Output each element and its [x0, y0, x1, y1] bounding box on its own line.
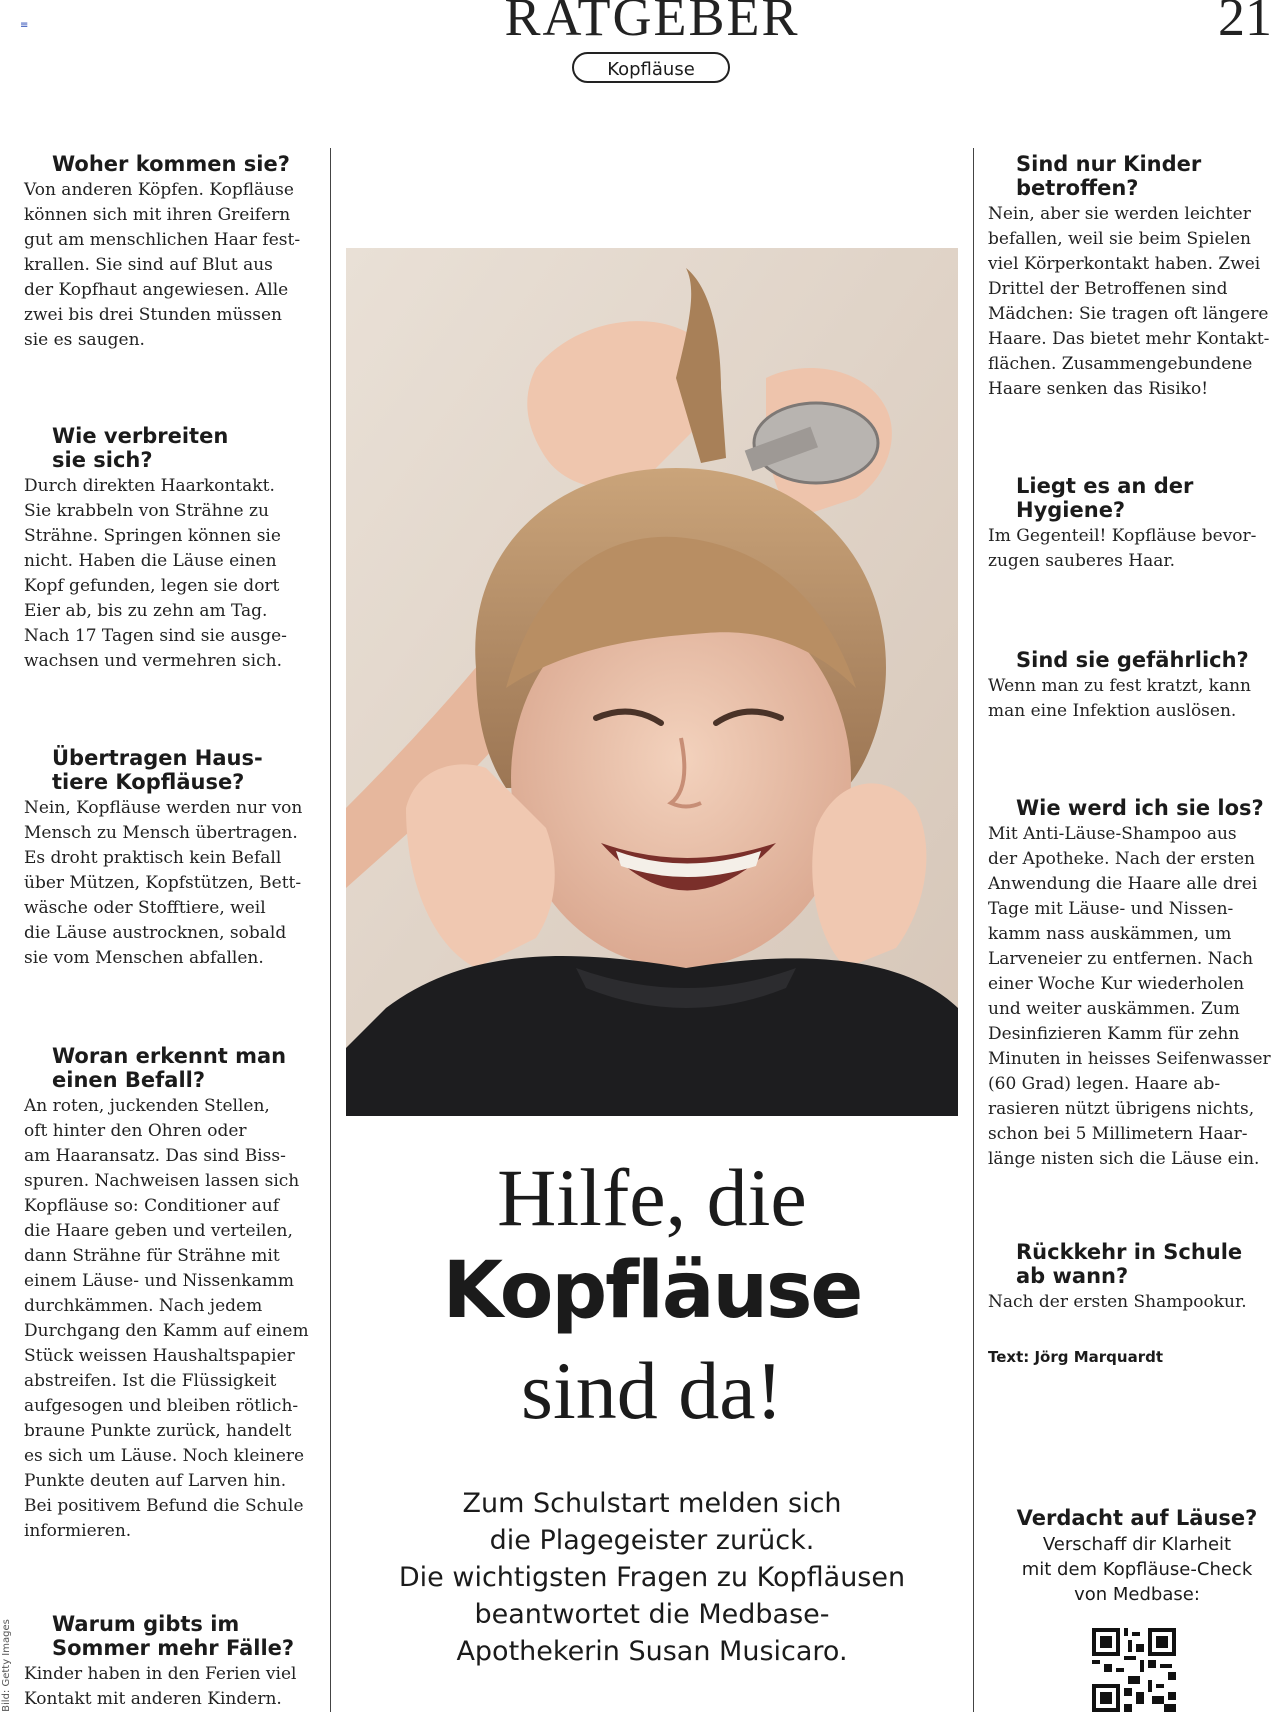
headline-line-1: Hilfe, die: [497, 1152, 807, 1243]
qa-block: [24, 1044, 324, 1544]
qa-block: [24, 746, 324, 971]
question-heading: Woran erkennt man einen Befall?: [52, 1044, 287, 1092]
qa-block: [988, 648, 1276, 724]
infobox: [994, 1504, 1280, 1607]
qa-block: [988, 152, 1276, 402]
question-heading: Warum gibts im Sommer mehr Fälle?: [52, 1612, 295, 1660]
answer-text: Mit Anti-Läuse-Shampoo aus der Apotheke. Nach der ersten Anwendung die Haare alle drei Tage mit Läuse- und Nissen- kamm nass auskämmen, um Larveneier zu entfernen. Nach einer Woche Kur wiederholen und weiter auskämmen. Zum Desinfizieren Kamm für zehn Minuten in heisses Seifenwasser (60 Grad) legen. Haare ab- rasieren nützt übrigens nichts, schon bei 5 Millimetern Haar- länge nisten sich die Läuse ein.: [988, 824, 1271, 1169]
answer-text: Wenn man zu fest kratzt, kann man eine Infektion auslösen.: [988, 676, 1252, 721]
question-heading: Woher kommen sie?: [52, 152, 290, 176]
question-heading: Sind sie gefährlich?: [1016, 648, 1249, 672]
qa-block: [988, 796, 1276, 1172]
column-divider-left: [330, 148, 331, 1712]
question-heading: Rückkehr in Schule ab wann?: [1016, 1240, 1243, 1288]
topic-tag: Kopfläuse: [572, 52, 730, 83]
qa-block: [24, 1612, 324, 1712]
menu-mark: ≡: [20, 20, 29, 31]
headline-line-3: sind da!: [521, 1345, 783, 1436]
qa-block: [988, 474, 1276, 574]
answer-text: Nach der ersten Shampookur.: [988, 1292, 1247, 1312]
qa-block: [988, 1240, 1276, 1315]
child-with-comb-illustration: [346, 248, 958, 1116]
answer-text: An roten, juckenden Stellen, oft hinter den Ohren oder am Haaransatz. Das sind Biss- spuren. Nachweisen lassen sich Kopfläuse so: Conditioner auf die Haare geben und verteilen, dann Strähne für Strähne mit einem Läuse- und Nissenkamm durchkämmen. Nach jedem Durchgang den Kamm auf einem Stück weissen Haushaltspapier abstreifen. Ist die Flüssigkeit aufgesogen und bleiben rötlich- braune Punkte zurück, handelt es sich um Läuse. Noch kleinere Punkte deuten auf Larven hin. Bei positivem Befund die Schule informieren.: [24, 1096, 309, 1541]
answer-text: Kinder haben in den Ferien viel Kontakt mit anderen Kindern.: [24, 1664, 297, 1709]
question-heading: Wie werd ich sie los?: [1016, 796, 1264, 820]
question-heading: Sind nur Kinder betroffen?: [1016, 152, 1202, 200]
answer-text: Nein, Kopfläuse werden nur von Mensch zu Mensch übertragen. Es droht praktisch kein Befall über Mützen, Kopfstützen, Bett- wäsche oder Stofftiere, weil die Läuse austrocknen, sobald sie vom Menschen abfallen.: [24, 798, 303, 968]
infobox-text: Verschaff dir Klarheit mit dem Kopfläuse-Check von Medbase:: [1021, 1534, 1253, 1605]
qr-code[interactable]: [1092, 1628, 1176, 1712]
qa-block: [24, 424, 324, 674]
author-credit: Text: Jörg Marquardt: [988, 1348, 1164, 1366]
answer-text: Von anderen Köpfen. Kopfläuse können sich mit ihren Greifern gut am menschlichen Haar fest- krallen. Sie sind auf Blut aus der Kopfhaut angewiesen. Alle zwei bis drei Stunden müssen sie es saugen.: [24, 180, 301, 350]
lead-text: Zum Schulstart melden sich die Plagegeister zurück. Die wichtigsten Fragen zu Kopfläusen beantwortet die Medbase- Apothekerin Susan Musicaro.: [398, 1488, 906, 1667]
column-divider-right: [973, 148, 974, 1712]
headline-line-2: Kopfläuse: [442, 1246, 862, 1336]
answer-text: Im Gegenteil! Kopfläuse bevor- zugen sauberes Haar.: [988, 526, 1257, 571]
question-heading: Übertragen Haus- tiere Kopfläuse?: [52, 746, 263, 794]
infobox-title: Verdacht auf Läuse?: [1016, 1506, 1258, 1530]
photo-credit: Bild: Getty Images: [0, 1619, 12, 1712]
page-number: 21: [1218, 0, 1272, 47]
section-title: RATGEBER: [504, 0, 800, 47]
answer-text: Nein, aber sie werden leichter befallen, weil sie beim Spielen viel Körperkontakt haben. Zwei Drittel der Betroffenen sind Mädchen: Sie tragen oft längere Haare. Das bietet mehr Kontakt- flächen. Zusammengebundene Haare senken das Risiko!: [988, 204, 1270, 399]
question-heading: Wie verbreiten sie sich?: [52, 424, 229, 472]
answer-text: Durch direkten Haarkontakt. Sie krabbeln von Strähne zu Strähne. Springen können sie nicht. Haben die Läuse einen Kopf gefunden, legen sie dort Eier ab, bis zu zehn am Tag. Nach 17 Tagen sind sie ausge- wachsen und vermehren sich.: [24, 476, 287, 671]
question-heading: Liegt es an der Hygiene?: [1016, 474, 1194, 522]
qa-block: [24, 152, 324, 353]
article-photo: [346, 248, 958, 1116]
